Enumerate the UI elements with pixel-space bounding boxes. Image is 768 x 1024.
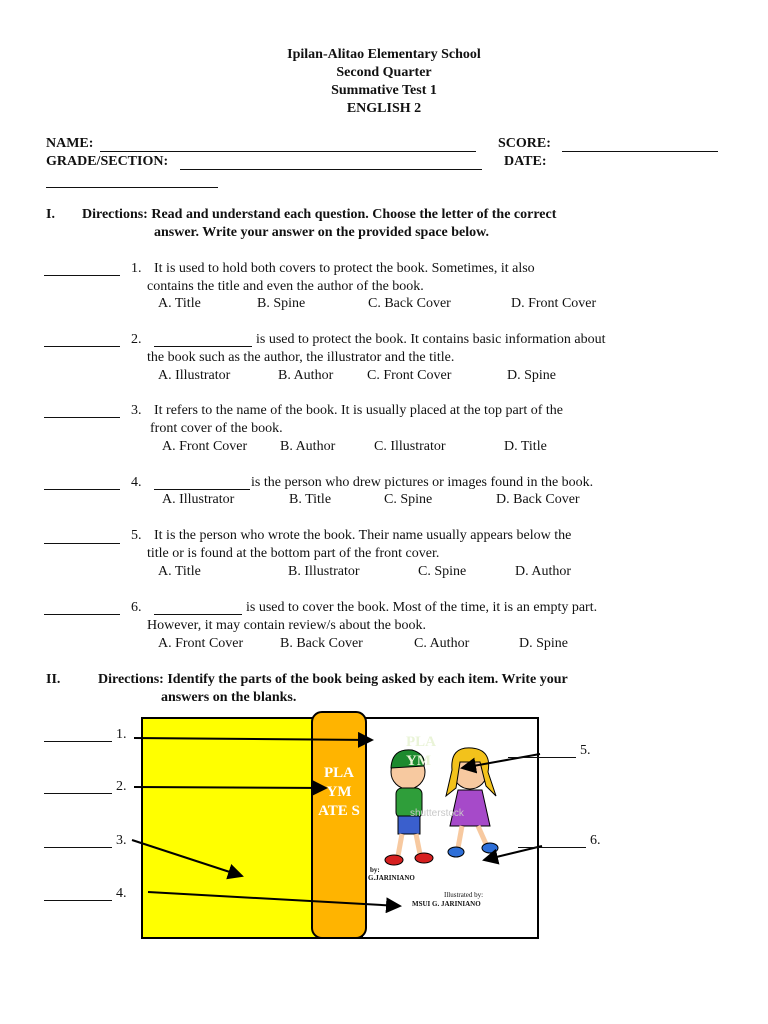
inline-blank: [154, 489, 250, 490]
part2-blank-6[interactable]: [518, 847, 586, 848]
answer-blank-4[interactable]: [44, 489, 120, 490]
grade-section-label: GRADE/SECTION:: [46, 154, 169, 169]
part2-item-4: 4.: [116, 886, 127, 901]
test-header: [0, 46, 768, 118]
part2-blank-2[interactable]: [44, 793, 112, 794]
spine-title: PLA YM ATE S: [318, 765, 360, 819]
choice: A. Title: [158, 296, 201, 311]
part2-blank-4[interactable]: [44, 900, 112, 901]
illustrated-by-label: Illustrated by:: [444, 891, 484, 899]
choice: B. Back Cover: [280, 636, 363, 651]
school-name: Ipilan-Alitao Elementary School: [287, 47, 481, 62]
choice: B. Author: [280, 439, 336, 454]
choice: B. Title: [289, 492, 332, 507]
choice: D. Back Cover: [496, 492, 580, 507]
part2-item-5: 5.: [580, 743, 591, 758]
question-text: is the person who drew pictures or images found in the book.: [251, 475, 594, 490]
choice: D. Spine: [519, 636, 568, 651]
choice: C. Spine: [418, 564, 467, 579]
choice: C. Back Cover: [368, 296, 451, 311]
answer-blank-1[interactable]: [44, 275, 120, 276]
quarter-label: Second Quarter: [336, 65, 432, 80]
cover-title: PLA YM: [406, 734, 436, 769]
question-text: However, it may contain review/s about the book.: [147, 618, 426, 633]
by-label: by:: [370, 866, 380, 874]
choice: A. Front Cover: [158, 636, 244, 651]
choice: D. Title: [504, 439, 547, 454]
part1-directions-line1: Directions: Read and understand each question. Choose the letter of the correct: [82, 207, 557, 222]
choice: C. Spine: [384, 492, 433, 507]
part1-numeral: I.: [46, 207, 55, 222]
watermark: shutterstock: [410, 808, 464, 819]
part2-directions-line1: Directions: Identify the parts of the book being asked by each item. Write your: [98, 672, 568, 687]
grade-section-field[interactable]: [180, 169, 482, 170]
choice: A. Illustrator: [158, 368, 231, 383]
choice: A. Illustrator: [162, 492, 235, 507]
choice: D. Author: [515, 564, 571, 579]
question-text: It is used to hold both covers to protect the book. Sometimes, it also: [154, 261, 535, 276]
answer-blank-5[interactable]: [44, 543, 120, 544]
choice: C. Author: [414, 636, 470, 651]
question-number: 5.: [131, 528, 142, 543]
choice: D. Spine: [507, 368, 556, 383]
arrow-2: [134, 787, 326, 788]
question-text: It refers to the name of the book. It is usually placed at the top part of the: [154, 403, 563, 418]
test-label: Summative Test 1: [331, 83, 437, 98]
question-text: the book such as the author, the illustrator and the title.: [147, 350, 455, 365]
inline-blank: [154, 346, 252, 347]
answer-blank-2[interactable]: [44, 346, 120, 347]
inline-blank: [154, 614, 242, 615]
question-number: 3.: [131, 403, 142, 418]
question-number: 6.: [131, 600, 142, 615]
score-label: SCORE:: [498, 136, 551, 151]
name-field[interactable]: [100, 151, 476, 152]
choice: C. Front Cover: [367, 368, 452, 383]
question-number: 2.: [131, 332, 142, 347]
part2-blank-5[interactable]: [508, 757, 576, 758]
choice: B. Spine: [257, 296, 306, 311]
author-name: G.JARINIANO: [368, 874, 415, 882]
question-number: 4.: [131, 475, 142, 490]
choice: D. Front Cover: [511, 296, 597, 311]
part2-directions-line2: answers on the blanks.: [161, 690, 297, 705]
part2-item-6: 6.: [590, 833, 601, 848]
question-text: It is the person who wrote the book. Their name usually appears below the: [154, 528, 572, 543]
choice: B. Illustrator: [288, 564, 360, 579]
question-text: front cover of the book.: [150, 421, 283, 436]
question-text: is used to protect the book. It contains basic information about: [256, 332, 606, 347]
date-label: DATE:: [504, 154, 547, 169]
question-number: 1.: [131, 261, 142, 276]
question-text: contains the title and even the author of the book.: [147, 279, 424, 294]
choice: A. Title: [158, 564, 201, 579]
score-field[interactable]: [562, 151, 718, 152]
name-label: NAME:: [46, 136, 94, 151]
subject-label: ENGLISH 2: [346, 101, 422, 116]
question-text: title or is found at the bottom part of the front cover.: [147, 546, 440, 561]
choice: C. Illustrator: [374, 439, 446, 454]
illustrator-name: MSUI G. JARINIANO: [412, 900, 481, 908]
answer-blank-3[interactable]: [44, 417, 120, 418]
part2-item-2: 2.: [116, 779, 127, 794]
answer-blank-6[interactable]: [44, 614, 120, 615]
part2-item-1: 1.: [116, 727, 127, 742]
part1-directions-line2: answer. Write your answer on the provided space below.: [154, 225, 489, 240]
question-text: is used to cover the book. Most of the time, it is an empty part.: [246, 600, 598, 615]
part2-blank-3[interactable]: [44, 847, 112, 848]
part2-numeral: II.: [46, 672, 61, 687]
part2-item-3: 3.: [116, 833, 127, 848]
choice: B. Author: [278, 368, 334, 383]
choice: A. Front Cover: [162, 439, 248, 454]
part2-blank-1[interactable]: [44, 741, 112, 742]
date-field[interactable]: [46, 187, 218, 188]
